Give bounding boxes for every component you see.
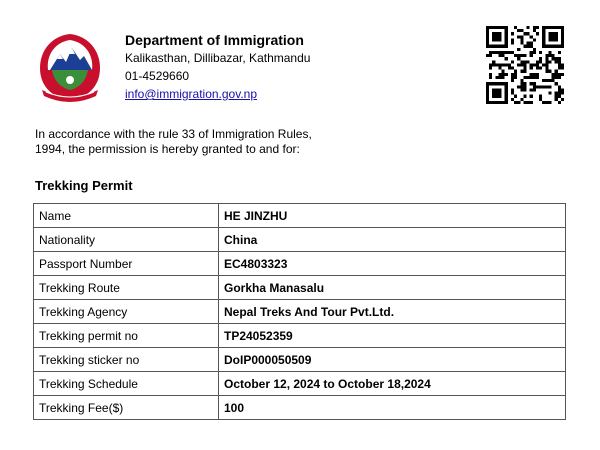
- row-value-permit-no: TP24052359: [219, 324, 566, 348]
- row-value-trekking-agency: Nepal Treks And Tour Pvt.Ltd.: [219, 300, 566, 324]
- qr-code-icon: [486, 26, 564, 104]
- row-value-passport-number: EC4803323: [219, 252, 566, 276]
- table-row: [34, 372, 566, 396]
- row-label-permit-no: Trekking permit no: [34, 324, 219, 348]
- table-row: [34, 276, 566, 300]
- table-row: [34, 204, 566, 228]
- table-row: [34, 252, 566, 276]
- row-label-trekking-schedule: Trekking Schedule: [34, 372, 219, 396]
- nepal-emblem-icon: [34, 30, 106, 106]
- row-label-nationality: Nationality: [34, 228, 219, 252]
- table-row: [34, 396, 566, 420]
- row-value-trekking-fee: 100: [219, 396, 566, 420]
- intro-text: [35, 127, 355, 157]
- row-label-trekking-route: Trekking Route: [34, 276, 219, 300]
- intro-line-1: In accordance with the rule 33 of Immigration Rules,: [35, 127, 312, 141]
- table-row: [34, 324, 566, 348]
- row-value-trekking-schedule: October 12, 2024 to October 18,2024: [219, 372, 566, 396]
- table-row: [34, 228, 566, 252]
- header-block: [125, 31, 310, 103]
- department-email-link[interactable]: info@immigration.gov.np: [125, 87, 258, 101]
- department-name: Department of Immigration: [125, 32, 304, 48]
- table-row: [34, 348, 566, 372]
- intro-line-2: 1994, the permission is hereby granted to and for:: [35, 142, 300, 156]
- permit-table: [33, 203, 566, 420]
- department-address: Kalikasthan, Dillibazar, Kathmandu: [125, 51, 311, 65]
- row-label-name: Name: [34, 204, 219, 228]
- row-value-sticker-no: DoIP000050509: [219, 348, 566, 372]
- department-phone: 01-4529660: [125, 69, 190, 83]
- table-row: [34, 300, 566, 324]
- row-value-trekking-route: Gorkha Manasalu: [219, 276, 566, 300]
- row-value-name: HE JINZHU: [219, 204, 566, 228]
- row-label-sticker-no: Trekking sticker no: [34, 348, 219, 372]
- row-value-nationality: China: [219, 228, 566, 252]
- permit-title: Trekking Permit: [35, 178, 133, 193]
- row-label-trekking-fee: Trekking Fee($): [34, 396, 219, 420]
- row-label-passport-number: Passport Number: [34, 252, 219, 276]
- row-label-trekking-agency: Trekking Agency: [34, 300, 219, 324]
